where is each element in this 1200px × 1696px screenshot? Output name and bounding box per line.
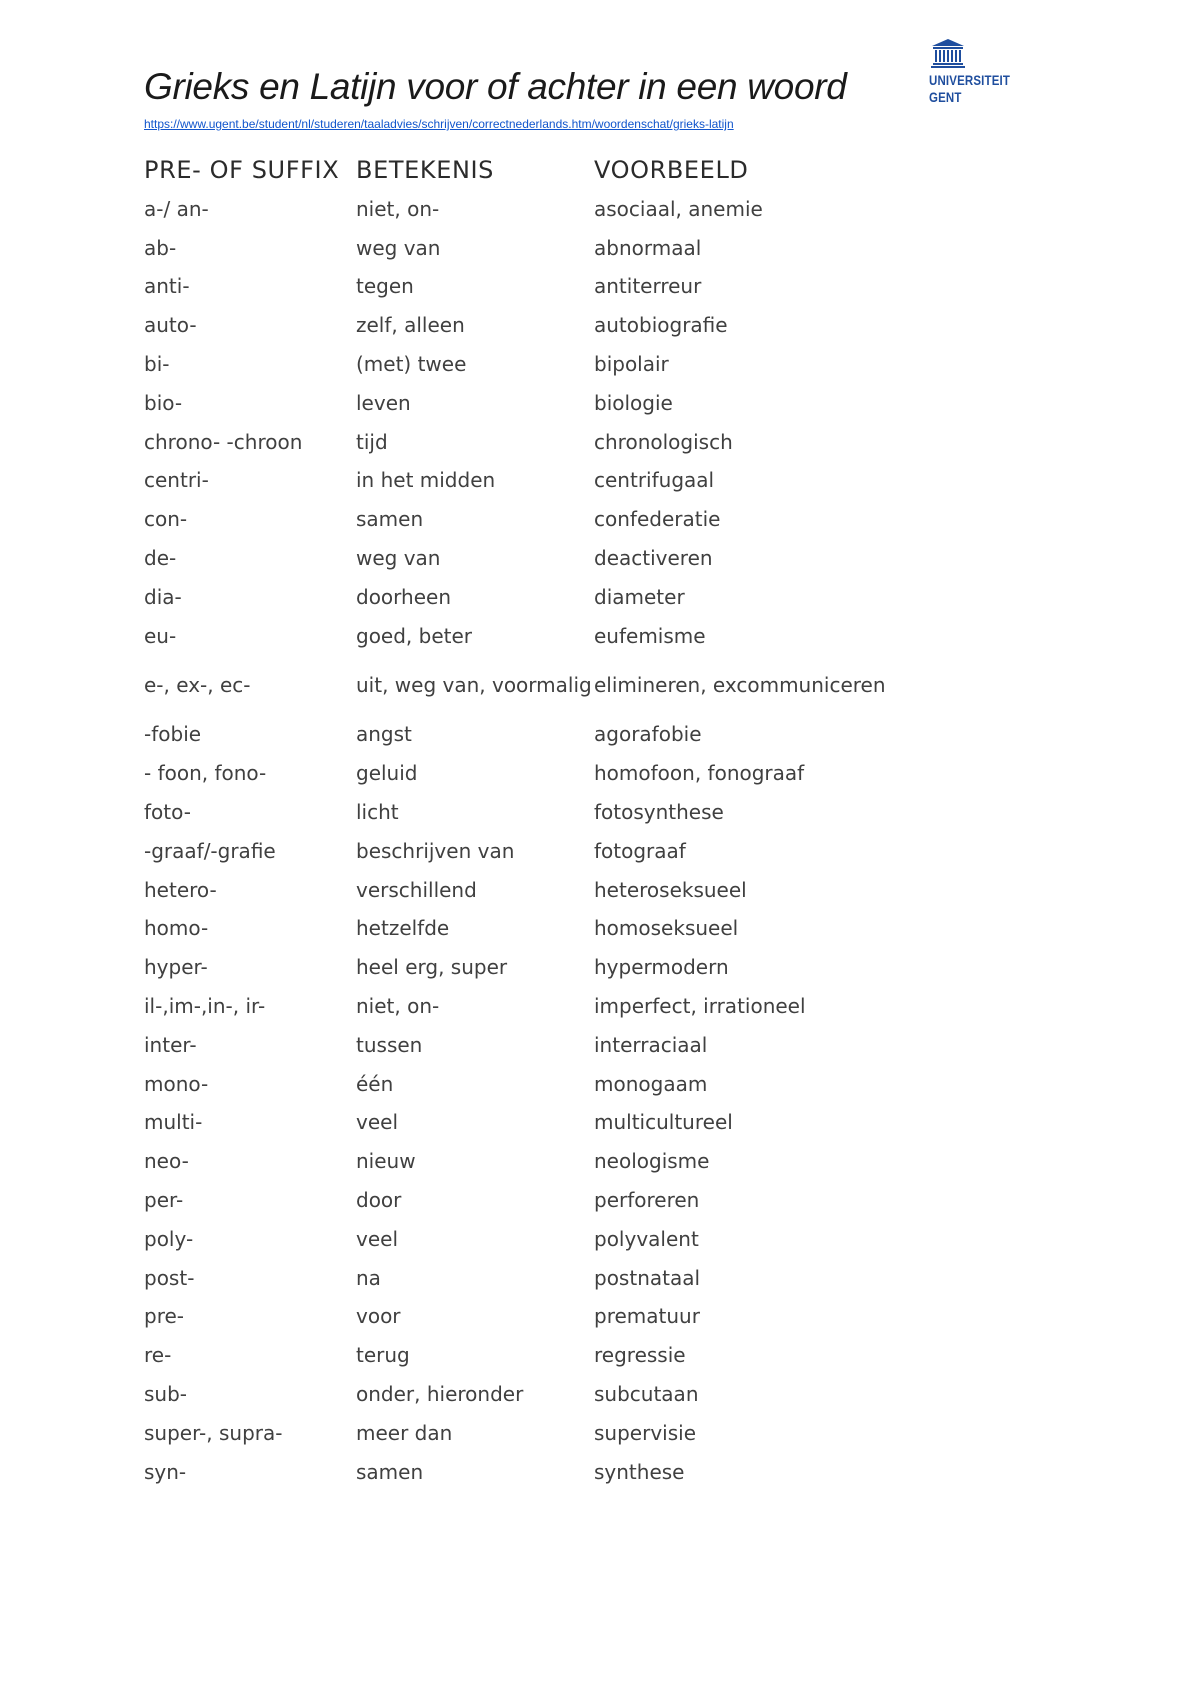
- meaning-cell: na: [356, 1265, 381, 1290]
- meaning-cell: niet, on-: [356, 196, 440, 221]
- meaning-cell: onder, hieronder: [356, 1382, 524, 1406]
- table-row: [144, 1259, 994, 1298]
- logo-text-line1: UNIVERSITEIT: [929, 72, 1011, 88]
- example-cell: monogaam: [594, 1071, 708, 1096]
- table-row: [144, 462, 994, 501]
- meaning-cell: zelf, alleen: [356, 313, 465, 338]
- affix-cell: neo-: [144, 1149, 189, 1174]
- table-row: [144, 617, 994, 656]
- table-row: [144, 793, 994, 832]
- meaning-cell: meer dan: [356, 1420, 453, 1445]
- example-cell: agorafobie: [594, 722, 702, 747]
- table-row: [144, 384, 994, 423]
- table-row: [144, 1220, 994, 1259]
- affix-cell: - foon, fono-: [144, 761, 267, 786]
- table-row: [144, 1414, 994, 1453]
- example-cell: fotosynthese: [594, 800, 724, 825]
- example-cell: multicultureel: [594, 1110, 733, 1135]
- example-cell: imperfect, irrationeel: [594, 994, 806, 1019]
- prefix-suffix-table: [144, 150, 994, 1492]
- example-cell: polyvalent: [594, 1226, 699, 1251]
- source-link[interactable]: https://www.ugent.be/student/nl/studeren/taaladvies/schrijven/correctnederlands.htm/woordenschat/grieks-latijn: [144, 117, 734, 131]
- meaning-cell: tegen: [356, 274, 414, 299]
- meaning-cell: terug: [356, 1343, 410, 1368]
- affix-cell: -graaf/-grafie: [144, 838, 276, 863]
- affix-cell: post-: [144, 1265, 195, 1290]
- table-row: [144, 190, 994, 229]
- affix-cell: per-: [144, 1188, 184, 1213]
- document-title: Grieks en Latijn voor of achter in een woord: [144, 66, 847, 107]
- university-logo: [929, 38, 1029, 108]
- affix-cell: de-: [144, 546, 177, 571]
- affix-cell: hyper-: [144, 955, 208, 980]
- affix-cell: hetero-: [144, 877, 217, 902]
- example-cell: centrifugaal: [594, 468, 715, 493]
- example-cell: supervisie: [594, 1420, 696, 1445]
- meaning-cell: geluid: [356, 761, 418, 786]
- meaning-cell: weg van: [356, 546, 441, 571]
- meaning-cell: doorheen: [356, 584, 451, 609]
- meaning-cell: in het midden: [356, 468, 496, 493]
- affix-cell: poly-: [144, 1226, 194, 1251]
- affix-cell: inter-: [144, 1032, 197, 1057]
- example-cell: autobiografie: [594, 313, 728, 338]
- example-cell: confederatie: [594, 507, 721, 532]
- example-cell: fotograaf: [594, 838, 686, 863]
- affix-cell: bio-: [144, 390, 183, 415]
- meaning-cell: uit, weg van, voormalig: [356, 673, 592, 698]
- example-cell: antiterreur: [594, 274, 702, 299]
- affix-cell: sub-: [144, 1382, 188, 1406]
- meaning-cell: samen: [356, 507, 424, 532]
- example-cell: homofoon, fonograaf: [594, 761, 805, 786]
- table-row: [144, 345, 994, 384]
- meaning-cell: angst: [356, 722, 412, 747]
- table-row: [144, 306, 994, 345]
- affix-cell: il-,im-,in-, ir-: [144, 994, 266, 1019]
- affix-cell: re-: [144, 1343, 172, 1368]
- meaning-cell: samen: [356, 1459, 424, 1484]
- meaning-cell: één: [356, 1071, 394, 1096]
- example-cell: biologie: [594, 390, 673, 415]
- table-row: [144, 1298, 994, 1337]
- example-cell: homoseksueel: [594, 916, 739, 941]
- affix-cell: syn-: [144, 1459, 187, 1484]
- affix-cell: multi-: [144, 1110, 203, 1135]
- affix-cell: auto-: [144, 313, 197, 338]
- example-cell: deactiveren: [594, 546, 713, 571]
- example-cell: regressie: [594, 1343, 686, 1368]
- table-row: [144, 948, 994, 987]
- example-cell: elimineren, excommuniceren: [594, 673, 886, 698]
- affix-cell: pre-: [144, 1304, 184, 1329]
- affix-cell: con-: [144, 507, 188, 532]
- table-row: [144, 1375, 994, 1414]
- affix-cell: bi-: [144, 352, 170, 377]
- table-header-row: [144, 150, 994, 190]
- meaning-cell: goed, beter: [356, 623, 473, 648]
- logo-text-line2: GENT: [929, 89, 962, 105]
- table-row: [144, 871, 994, 910]
- table-row: [144, 1026, 994, 1065]
- table-row: [144, 910, 994, 949]
- table-row: [144, 1453, 994, 1492]
- affix-cell: ab-: [144, 235, 177, 260]
- affix-cell: dia-: [144, 584, 182, 609]
- column-header-affix: PRE- OF SUFFIX: [144, 156, 340, 184]
- example-cell: abnormaal: [594, 235, 702, 260]
- university-building-icon: [931, 38, 965, 68]
- table-row: [144, 500, 994, 539]
- table-row: [144, 1104, 994, 1143]
- affix-cell: super-, supra-: [144, 1420, 283, 1445]
- column-header-meaning: BETEKENIS: [356, 156, 495, 184]
- affix-cell: foto-: [144, 800, 191, 825]
- affix-cell: chrono- -chroon: [144, 429, 303, 454]
- affix-cell: eu-: [144, 623, 177, 648]
- example-cell: neologisme: [594, 1149, 710, 1174]
- example-cell: subcutaan: [594, 1382, 699, 1406]
- table-row: [144, 1181, 994, 1220]
- column-header-example: VOORBEELD: [594, 156, 749, 184]
- table-row: [144, 1065, 994, 1104]
- meaning-cell: nieuw: [356, 1149, 416, 1174]
- meaning-cell: verschillend: [356, 877, 477, 902]
- example-cell: eufemisme: [594, 623, 706, 648]
- affix-cell: mono-: [144, 1071, 209, 1096]
- meaning-cell: licht: [356, 800, 399, 825]
- example-cell: bipolair: [594, 352, 669, 377]
- meaning-cell: hetzelfde: [356, 916, 450, 941]
- table-row: [144, 268, 994, 307]
- example-cell: diameter: [594, 584, 685, 609]
- meaning-cell: tijd: [356, 429, 388, 454]
- meaning-cell: tussen: [356, 1032, 423, 1057]
- meaning-cell: heel erg, super: [356, 955, 508, 980]
- meaning-cell: niet, on-: [356, 994, 440, 1019]
- table-row: [144, 539, 994, 578]
- table-row: [144, 423, 994, 462]
- example-cell: hypermodern: [594, 955, 729, 980]
- meaning-cell: weg van: [356, 235, 441, 260]
- meaning-cell: (met) twee: [356, 352, 467, 377]
- meaning-cell: leven: [356, 390, 411, 415]
- affix-cell: -fobie: [144, 722, 202, 747]
- example-cell: prematuur: [594, 1304, 700, 1329]
- table-row: [144, 754, 994, 793]
- example-cell: asociaal, anemie: [594, 196, 763, 221]
- meaning-cell: beschrijven van: [356, 838, 515, 863]
- table-row: [144, 1142, 994, 1181]
- affix-cell: centri-: [144, 468, 209, 493]
- table-row: [144, 656, 994, 716]
- example-cell: chronologisch: [594, 429, 733, 454]
- example-cell: perforeren: [594, 1188, 700, 1213]
- affix-cell: a-/ an-: [144, 196, 209, 221]
- affix-cell: anti-: [144, 274, 190, 299]
- table-row: [144, 987, 994, 1026]
- table-row: [144, 716, 994, 755]
- meaning-cell: voor: [356, 1304, 401, 1329]
- meaning-cell: door: [356, 1188, 402, 1213]
- affix-cell: homo-: [144, 916, 209, 941]
- example-cell: interraciaal: [594, 1032, 708, 1057]
- example-cell: synthese: [594, 1459, 685, 1484]
- example-cell: postnataal: [594, 1265, 701, 1290]
- table-row: [144, 229, 994, 268]
- table-row: [144, 1336, 994, 1375]
- example-cell: heteroseksueel: [594, 877, 747, 902]
- affix-cell: e-, ex-, ec-: [144, 673, 251, 698]
- table-row: [144, 832, 994, 871]
- meaning-cell: veel: [356, 1110, 399, 1135]
- table-row: [144, 578, 994, 617]
- meaning-cell: veel: [356, 1226, 399, 1251]
